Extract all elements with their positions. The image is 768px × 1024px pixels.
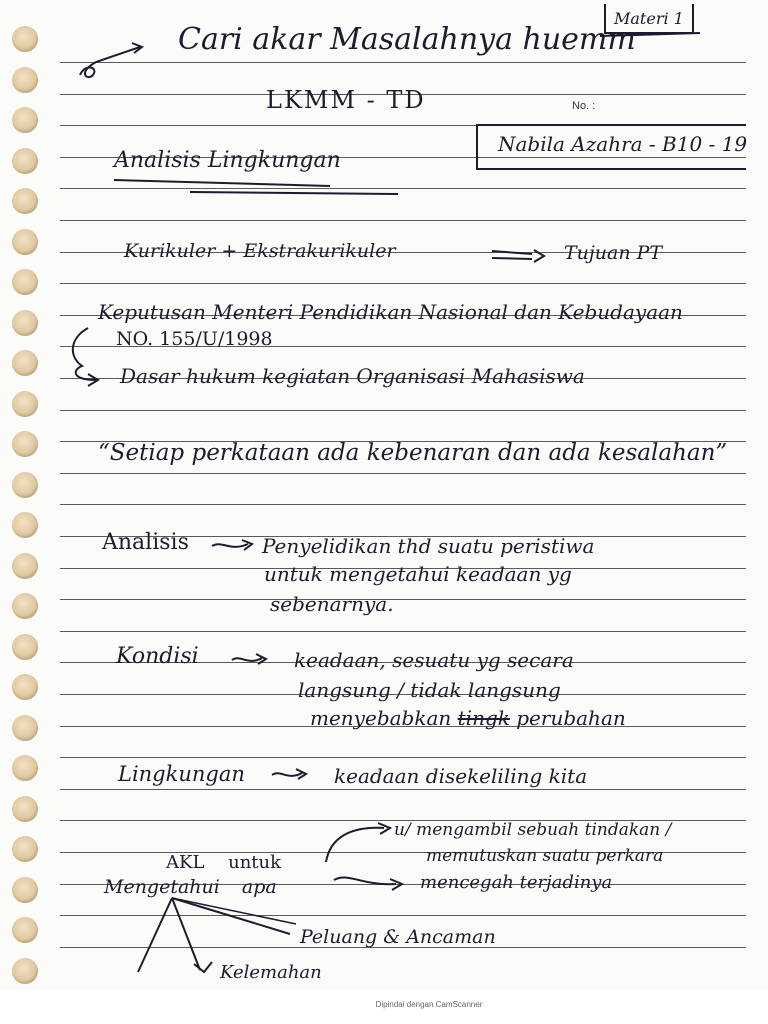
branch-line-4	[172, 898, 200, 970]
keputusan-line: Keputusan Menteri Pendidikan Nasional dan Kebudayaan	[98, 300, 683, 324]
kurikuler-line: Kurikuler + Ekstrakurikuler	[124, 240, 396, 262]
kondisi-def-3b: perubahan	[516, 706, 626, 730]
analisis-term: Analisis	[102, 530, 189, 555]
double-arrowhead-icon	[534, 250, 544, 262]
branch-3: Peluang & Ancaman	[300, 926, 496, 948]
analisis-def-1: Penyelidikan thd suatu peristiwa	[262, 534, 595, 558]
title-line: Cari akar Masalahnya huemm	[178, 22, 636, 57]
arrow-kondisi-icon	[232, 658, 262, 661]
tujuan-pt: Tujuan PT	[564, 242, 663, 264]
branch-line-left	[138, 898, 172, 972]
analisis-def-2: untuk mengetahui keadaan yg	[264, 562, 572, 586]
struck-word: tingk	[457, 706, 510, 730]
arrow-lingkungan-icon	[272, 773, 302, 776]
materi-label: Materi 1	[614, 8, 684, 28]
subtitle: LKMM - TD	[266, 86, 426, 114]
author-name: Nabila Azahra - B10 - 19	[498, 132, 748, 156]
arrow-analisis-icon	[212, 544, 248, 547]
lingkungan-def: keadaan disekeliling kita	[334, 764, 588, 788]
dasar-hukum-line: Dasar hukum kegiatan Organisasi Mahasiswa	[120, 364, 585, 388]
section-heading: Analisis Lingkungan	[114, 148, 341, 173]
bracket-icon	[73, 328, 96, 380]
branch-4: Kelemahan	[220, 962, 322, 983]
no-label: No. :	[572, 100, 596, 112]
analisis-def-3: sebenarnya.	[270, 592, 394, 616]
akl-line-2: Mengetahui apa	[104, 876, 277, 898]
branch-1b: memutuskan suatu perkara	[426, 846, 664, 866]
kondisi-def-3	[310, 706, 626, 730]
branch-arrow-1-icon	[326, 828, 384, 862]
branch-1a: u/ mengambil sebuah tindakan /	[394, 820, 672, 840]
title-arrow-icon	[80, 47, 140, 77]
kondisi-term: Kondisi	[116, 644, 199, 669]
double-arrow-icon	[492, 251, 532, 259]
kondisi-def-2: langsung / tidak langsung	[298, 678, 561, 702]
nomor-line: NO. 155/U/1998	[116, 328, 273, 350]
lingkungan-term: Lingkungan	[118, 762, 245, 786]
kondisi-def-1: keadaan, sesuatu yg secara	[294, 648, 574, 672]
heading-underline-2	[190, 192, 398, 194]
scanner-footer: Dipindai dengan CamScanner	[375, 1000, 483, 1009]
materi-box	[604, 4, 694, 34]
branch-arrow-2-icon	[334, 878, 396, 885]
branch-line-3	[172, 898, 290, 934]
branch-2: mencegah terjadinya	[420, 872, 613, 893]
heading-underline	[114, 180, 330, 186]
kondisi-def-3a: menyebabkan	[310, 706, 452, 730]
akl-line-1: AKL untuk	[166, 852, 282, 873]
quote-line: “Setiap perkataan ada kebenaran dan ada kesalahan”	[98, 440, 728, 466]
